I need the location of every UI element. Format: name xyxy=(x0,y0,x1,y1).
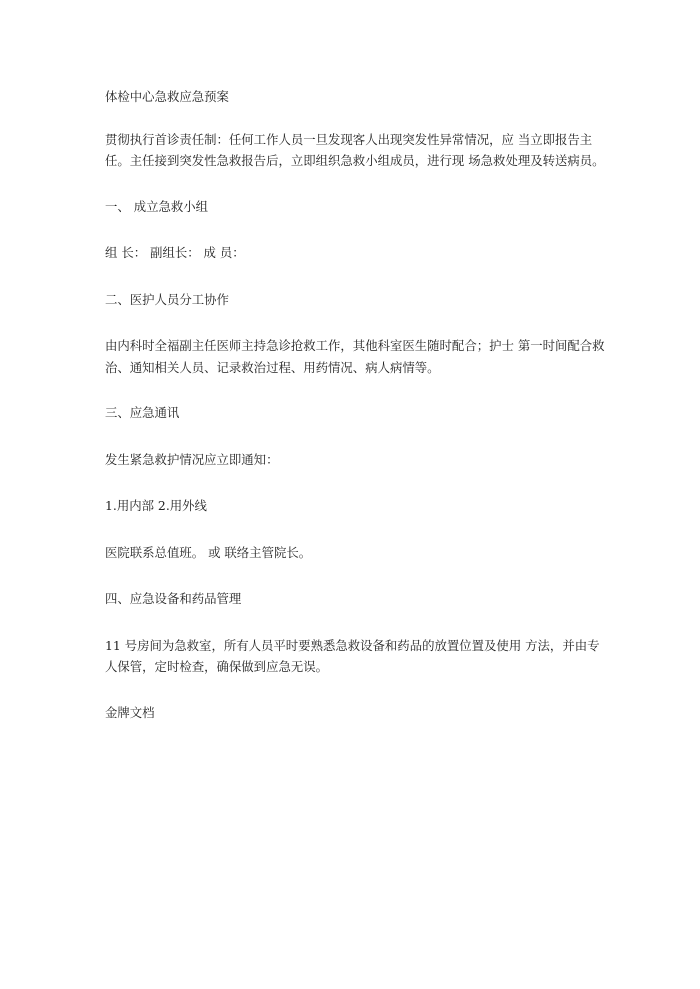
intro-paragraph: 贯彻执行首诊责任制：任何工作人员一旦发现客人出现突发性异常情况，应 当立即报告主任。主任接到突发性急救报告后，立即组织急救小组成员，进行现 场急救处理及转送病员。 xyxy=(105,131,605,168)
section-1-roles: 组 长： 副组长： 成 员： xyxy=(105,245,245,260)
document-title: 体检中心急救应急预案 xyxy=(105,89,229,104)
section-4-heading: 四、应急设备和药品管理 xyxy=(105,591,242,606)
document-content xyxy=(105,86,605,723)
section-4-body: 11 号房间为急救室，所有人员平时要熟悉急救设备和药品的放置位置及使用 方法，并由专人保管，定时检查，确保做到应急无误。 xyxy=(105,637,600,674)
section-3-lines: 1.用内部 2.用外线 xyxy=(105,498,207,513)
section-1-heading: 一、 成立急救小组 xyxy=(105,198,209,214)
section-3-heading: 三、应急通讯 xyxy=(105,405,180,420)
footer-text: 金牌文档 xyxy=(105,704,155,720)
section-3-notice: 发生紧急救护情况应立即通知： xyxy=(105,451,279,467)
section-2-heading: 二、医护人员分工协作 xyxy=(105,291,229,307)
section-2-body: 由内科时全福副主任医师主持急诊抢救工作，其他科室医生随时配合；护士 第一时间配合救治、通知相关人员、记录救治过程、用药情况、病人病情等。 xyxy=(105,338,605,375)
section-3-contact: 医院联系总值班。 或 联络主管院长。 xyxy=(105,544,312,560)
